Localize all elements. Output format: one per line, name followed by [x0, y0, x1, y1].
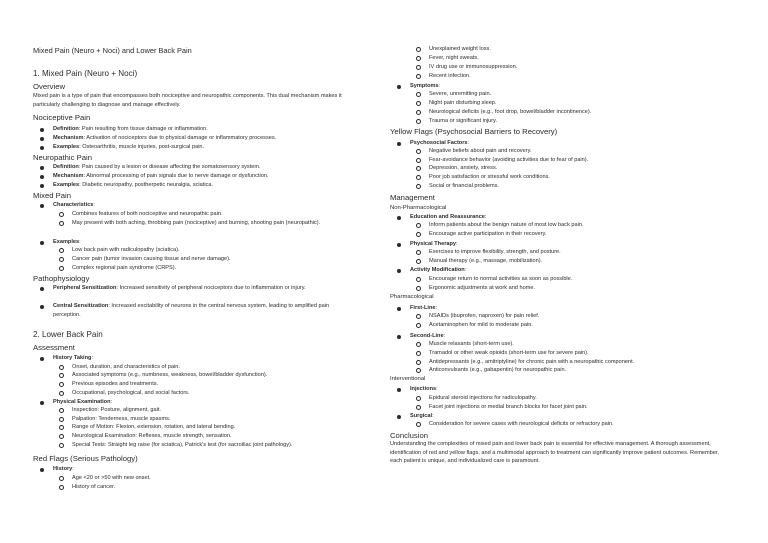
circle-bullet-icon [416, 351, 421, 356]
sub-bullet-text: IV drug use or immunosuppression. [429, 64, 518, 70]
sub-bullet-text: Palpation: Tenderness, muscle spasms. [72, 416, 171, 422]
bullet-item [53, 201, 353, 210]
bullet-label: History [53, 466, 73, 472]
bullet-label: Symptoms [410, 83, 439, 89]
bullet-label: First-Line [410, 305, 436, 311]
section-heading: Conclusion [390, 431, 429, 440]
circle-bullet-icon [59, 391, 64, 396]
sub-bullet-item [429, 321, 739, 330]
section-heading: Pathophysiology [33, 274, 90, 283]
sub-bullet-text: Tramadol or other weak opioids (short-term use for severe pain). [429, 350, 589, 356]
bullet-item [53, 172, 353, 181]
bullet-icon [397, 415, 401, 419]
circle-bullet-icon [59, 248, 64, 253]
bullet-item [53, 302, 353, 319]
sub-bullet-item [72, 389, 352, 398]
bullet-item [53, 134, 353, 143]
section-heading: Management [390, 193, 435, 202]
sub-bullet-text: Inspection: Posture, alignment, gait. [72, 407, 161, 413]
bullet-icon [397, 142, 401, 146]
section-heading: Interventional [390, 376, 426, 382]
sub-bullet-text: Antidepressants (e.g., amitriptyline) for chronic pain with a neuropathic component. [429, 359, 635, 365]
bullet-item [53, 143, 353, 152]
bullet-label: Activity Modification [410, 267, 465, 273]
bullet-icon [40, 184, 44, 188]
sub-bullet-text: NSAIDs (ibuprofen, naproxen) for pain relief. [429, 313, 540, 319]
bullet-item [53, 163, 353, 172]
bullet-text: : [93, 202, 95, 208]
circle-bullet-icon [416, 223, 421, 228]
circle-bullet-icon [416, 360, 421, 365]
bullet-label: History Taking [53, 355, 92, 361]
circle-bullet-icon [59, 425, 64, 430]
section-heading: Yellow Flags (Psychosocial Barriers to Recovery) [390, 127, 558, 136]
bullet-text: : Increased excitability of neurons in the central nervous system, leading to amplified pain perception. [53, 303, 330, 318]
sub-bullet-item [429, 366, 739, 375]
bullet-icon [40, 468, 44, 472]
bullet-text: : [110, 399, 113, 405]
sub-bullet-text: Encourage return to normal activities as soon as possible. [429, 276, 573, 282]
sub-bullet-item [429, 340, 739, 349]
sub-bullet-text: May present with both aching, throbbing pain (nociceptive) and burning, shooting pain (neuropathic). [72, 220, 321, 226]
bullet-label: Physical Therapy [410, 241, 457, 247]
sub-bullet-text: Cancer pain (tumor invasion causing tissue and nerve damage). [72, 256, 231, 262]
bullet-text: : Osteoarthritis, muscle injuries, post-surgical pain. [79, 144, 205, 150]
sub-bullet-text: Fear-avoidance behavior (avoiding activities due to fear of pain). [429, 157, 589, 163]
circle-bullet-icon [59, 365, 64, 370]
bullet-label: Education and Reassurance [410, 214, 485, 220]
circle-bullet-icon [416, 74, 421, 79]
circle-bullet-icon [416, 149, 421, 154]
bullet-icon [397, 388, 401, 392]
bullet-icon [40, 305, 44, 309]
sub-bullet-text: Age <20 or >50 with new onset. [72, 475, 151, 481]
circle-bullet-icon [59, 443, 64, 448]
bullet-label: Physical Examination [53, 399, 111, 405]
bullet-text: : [438, 83, 441, 89]
sub-bullet-item [72, 483, 352, 492]
circle-bullet-icon [416, 47, 421, 52]
sub-bullet-text: Neurological Examination: Reflexes, muscle strength, sensation. [72, 433, 232, 439]
bullet-icon [40, 146, 44, 150]
sub-bullet-text: Previous episodes and treatments. [72, 381, 159, 387]
section-heading: Non-Pharmacological [390, 205, 447, 211]
sub-bullet-text: Inform patients about the benign nature of most low back pain. [429, 222, 584, 228]
sub-bullet-item [429, 221, 739, 230]
bullet-item [53, 125, 353, 134]
bullet-label: Central Sensitization [53, 303, 109, 309]
sub-bullet-text: Manual therapy (e.g., massage, mobilization). [429, 258, 543, 264]
section-heading: 1. Mixed Pain (Neuro + Noci) [33, 69, 138, 78]
bullet-text: : [456, 241, 458, 247]
sub-bullet-text: Onset, duration, and characteristics of pain. [72, 364, 180, 370]
sub-bullet-item [429, 90, 739, 99]
sub-bullet-text: Fever, night sweats. [429, 55, 479, 61]
bullet-label: Examples [53, 182, 80, 188]
bullet-label: Definition [53, 126, 79, 132]
circle-bullet-icon [416, 422, 421, 427]
bullet-label: Surgical [410, 413, 433, 419]
section-heading: Nociceptive Pain [33, 113, 91, 122]
sub-bullet-text: Muscle relaxants (short-term use). [429, 341, 514, 347]
sub-bullet-text: Social or financial problems. [429, 183, 499, 189]
circle-bullet-icon [416, 119, 421, 124]
sub-bullet-item [429, 173, 739, 182]
bullet-text: : Pain caused by a lesion or disease affecting the somatosensory system. [78, 164, 261, 170]
sub-bullet-item [72, 255, 352, 264]
bullet-icon [40, 204, 44, 208]
circle-bullet-icon [416, 158, 421, 163]
circle-bullet-icon [416, 110, 421, 115]
sub-bullet-item [429, 117, 739, 126]
bullet-text: : [72, 466, 74, 472]
circle-bullet-icon [416, 342, 421, 347]
bullet-icon [40, 241, 44, 245]
circle-bullet-icon [416, 250, 421, 255]
section-heading: Neuropathic Pain [33, 153, 92, 162]
circle-bullet-icon [416, 166, 421, 171]
circle-bullet-icon [416, 175, 421, 180]
sub-bullet-item [72, 380, 352, 389]
sub-bullet-item [72, 264, 352, 273]
bullet-text: : [484, 214, 487, 220]
bullet-icon [40, 401, 44, 405]
bullet-label: Mechanism [53, 173, 84, 179]
bullet-icon [397, 243, 401, 247]
sub-bullet-text: Occupational, psychological, and social factors. [72, 390, 190, 396]
sub-bullet-item [429, 164, 739, 173]
section-heading: Assessment [33, 343, 75, 352]
bullet-text: : [435, 305, 438, 311]
sub-bullet-item [72, 406, 352, 415]
bullet-icon [397, 335, 401, 339]
sub-bullet-text: Recent infection. [429, 73, 471, 79]
bullet-text: : Increased sensitivity of peripheral nociceptors due to inflammation or injury. [116, 285, 306, 291]
sub-bullet-item [429, 349, 739, 358]
sub-bullet-text: Consideration for severe cases with neurological deficits or refractory pain. [429, 421, 614, 427]
bullet-icon [40, 357, 44, 361]
bullet-icon [397, 307, 401, 311]
circle-bullet-icon [59, 266, 64, 271]
bullet-label: Mechanism [53, 135, 84, 141]
bullet-text: : Abnormal processing of pain signals due to nerve damage or dysfunction. [83, 173, 269, 179]
sub-bullet-item [429, 394, 739, 403]
sub-bullet-item [429, 45, 739, 54]
sub-bullet-item [72, 219, 352, 228]
circle-bullet-icon [59, 485, 64, 490]
bullet-label: Characteristics [53, 202, 94, 208]
bullet-label: Psychosocial Factors [410, 140, 468, 146]
circle-bullet-icon [416, 92, 421, 97]
sub-bullet-item [429, 182, 739, 191]
circle-bullet-icon [416, 259, 421, 264]
sub-bullet-text: Trauma or significant injury. [429, 118, 498, 124]
bullet-item [53, 181, 353, 190]
bullet-icon [397, 269, 401, 273]
sub-bullet-text: Acetaminophen for mild to moderate pain. [429, 322, 533, 328]
circle-bullet-icon [59, 257, 64, 262]
circle-bullet-icon [416, 405, 421, 410]
bullet-text: : [79, 239, 81, 245]
bullet-text: : [432, 413, 434, 419]
circle-bullet-icon [416, 323, 421, 328]
section-heading: Mixed Pain [33, 191, 72, 200]
section-heading: Red Flags (Serious Pathology) [33, 454, 138, 463]
circle-bullet-icon [59, 408, 64, 413]
sub-bullet-text: Unexplained weight loss. [429, 46, 491, 52]
circle-bullet-icon [416, 101, 421, 106]
bullet-icon [40, 166, 44, 170]
sub-bullet-item [429, 63, 739, 72]
sub-bullet-item [429, 284, 739, 293]
paragraph: Mixed pain is a type of pain that encompasses both nociceptive and neuropathic components. This dual mechanism makes it particularly challenging to diagnose and manage effectively. [33, 93, 342, 108]
bullet-item [410, 385, 730, 394]
sub-bullet-text: Neurological deficits (e.g., foot drop, bowel/bladder incontinence). [429, 109, 592, 115]
sub-bullet-item [429, 420, 739, 429]
circle-bullet-icon [59, 434, 64, 439]
circle-bullet-icon [416, 277, 421, 282]
bullet-text: : Activation of nociceptors due to physical damage or inflammatory processes. [83, 135, 277, 141]
sub-bullet-item [429, 99, 739, 108]
sub-bullet-text: Depression, anxiety, stress. [429, 165, 498, 171]
circle-bullet-icon [59, 417, 64, 422]
section-heading: Overview [33, 82, 66, 91]
bullet-label: Examples [53, 144, 80, 150]
bullet-icon [40, 128, 44, 132]
bullet-text: : [464, 267, 467, 273]
circle-bullet-icon [59, 221, 64, 226]
sub-bullet-item [72, 210, 352, 219]
sub-bullet-text: Poor job satisfaction or stressful work conditions. [429, 174, 550, 180]
document-title: Mixed Pain (Neuro + Noci) and Lower Back Pain [33, 46, 192, 55]
section-heading: Pharmacological [390, 294, 434, 300]
sub-bullet-item [429, 54, 739, 63]
circle-bullet-icon [416, 232, 421, 237]
sub-bullet-text: Exercises to improve flexibility, strength, and posture. [429, 249, 561, 255]
sub-bullet-text: Epidural steroid injections for radiculopathy. [429, 395, 537, 401]
sub-bullet-text: Low back pain with radiculopathy (sciatica). [72, 247, 180, 253]
sub-bullet-item [72, 474, 352, 483]
circle-bullet-icon [416, 396, 421, 401]
bullet-text: : [443, 333, 446, 339]
sub-bullet-text: Negative beliefs about pain and recovery. [429, 148, 532, 154]
bullet-item [410, 266, 730, 275]
sub-bullet-item [429, 72, 739, 81]
sub-bullet-text: Encourage active participation in their recovery. [429, 231, 547, 237]
sub-bullet-text: Associated symptoms (e.g., numbness, weakness, bowel/bladder dysfunction). [72, 372, 268, 378]
bullet-icon [397, 216, 401, 220]
sub-bullet-text: Complex regional pain syndrome (CRPS). [72, 265, 177, 271]
bullet-label: Examples [53, 239, 80, 245]
circle-bullet-icon [416, 65, 421, 70]
sub-bullet-item [72, 423, 352, 432]
bullet-text: : Pain resulting from tissue damage or inflammation. [78, 126, 208, 132]
circle-bullet-icon [59, 373, 64, 378]
sub-bullet-text: Ergonomic adjustments at work and home. [429, 285, 536, 291]
sub-bullet-item [429, 248, 739, 257]
sub-bullet-text: Night pain disturbing sleep. [429, 100, 497, 106]
sub-bullet-text: Severe, unremitting pain. [429, 91, 492, 97]
sub-bullet-item [72, 371, 352, 380]
sub-bullet-item [72, 432, 352, 441]
sub-bullet-item [429, 403, 739, 412]
sub-bullet-item [429, 275, 739, 284]
bullet-item [53, 284, 353, 293]
bullet-icon [40, 137, 44, 141]
sub-bullet-item [429, 230, 739, 239]
sub-bullet-text: History of cancer. [72, 484, 116, 490]
bullet-label: Definition [53, 164, 79, 170]
circle-bullet-icon [59, 212, 64, 217]
bullet-item [53, 465, 353, 474]
bullet-icon [40, 287, 44, 291]
sub-bullet-item [72, 441, 352, 450]
bullet-label: Injections [410, 386, 437, 392]
section-heading: 2. Lower Back Pain [33, 330, 103, 339]
circle-bullet-icon [416, 314, 421, 319]
circle-bullet-icon [59, 382, 64, 387]
sub-bullet-item [429, 257, 739, 266]
bullet-item [53, 354, 353, 363]
sub-bullet-text: Special Tests: Straight leg raise (for sciatica), Patrick's test (for sacroiliac joint pathology). [72, 442, 293, 448]
circle-bullet-icon [416, 286, 421, 291]
circle-bullet-icon [416, 184, 421, 189]
sub-bullet-text: Facet joint injections or medial branch blocks for facet joint pain. [429, 404, 588, 410]
sub-bullet-item [429, 147, 739, 156]
bullet-icon [40, 175, 44, 179]
circle-bullet-icon [416, 56, 421, 61]
sub-bullet-text: Range of Motion: Flexion, extension, rotation, and lateral bending. [72, 424, 236, 430]
bullet-label: Second-Line [410, 333, 444, 339]
bullet-text: : [467, 140, 470, 146]
bullet-text: : [436, 386, 438, 392]
bullet-icon [397, 85, 401, 89]
bullet-text: : [91, 355, 93, 361]
sub-bullet-item [429, 108, 739, 117]
paragraph: Understanding the complexities of mixed pain and lower back pain is essential for effective management. A thorough assessment, identification of red and yellow flags, and a multimodal approach to treatment can significantly improve patient outcomes. Remember, each patient is unique, and individualized care is paramount. [390, 441, 719, 465]
sub-bullet-text: Combines features of both nociceptive and neuropathic pain. [72, 211, 223, 217]
sub-bullet-text: Anticonvulsants (e.g., gabapentin) for neuropathic pain. [429, 367, 567, 373]
sub-bullet-item [429, 312, 739, 321]
circle-bullet-icon [416, 368, 421, 373]
circle-bullet-icon [59, 476, 64, 481]
bullet-text: : Diabetic neuropathy, postherpetic neuralgia, sciatica. [79, 182, 214, 188]
sub-bullet-item [72, 246, 352, 255]
bullet-label: Peripheral Sensitization [53, 285, 117, 291]
